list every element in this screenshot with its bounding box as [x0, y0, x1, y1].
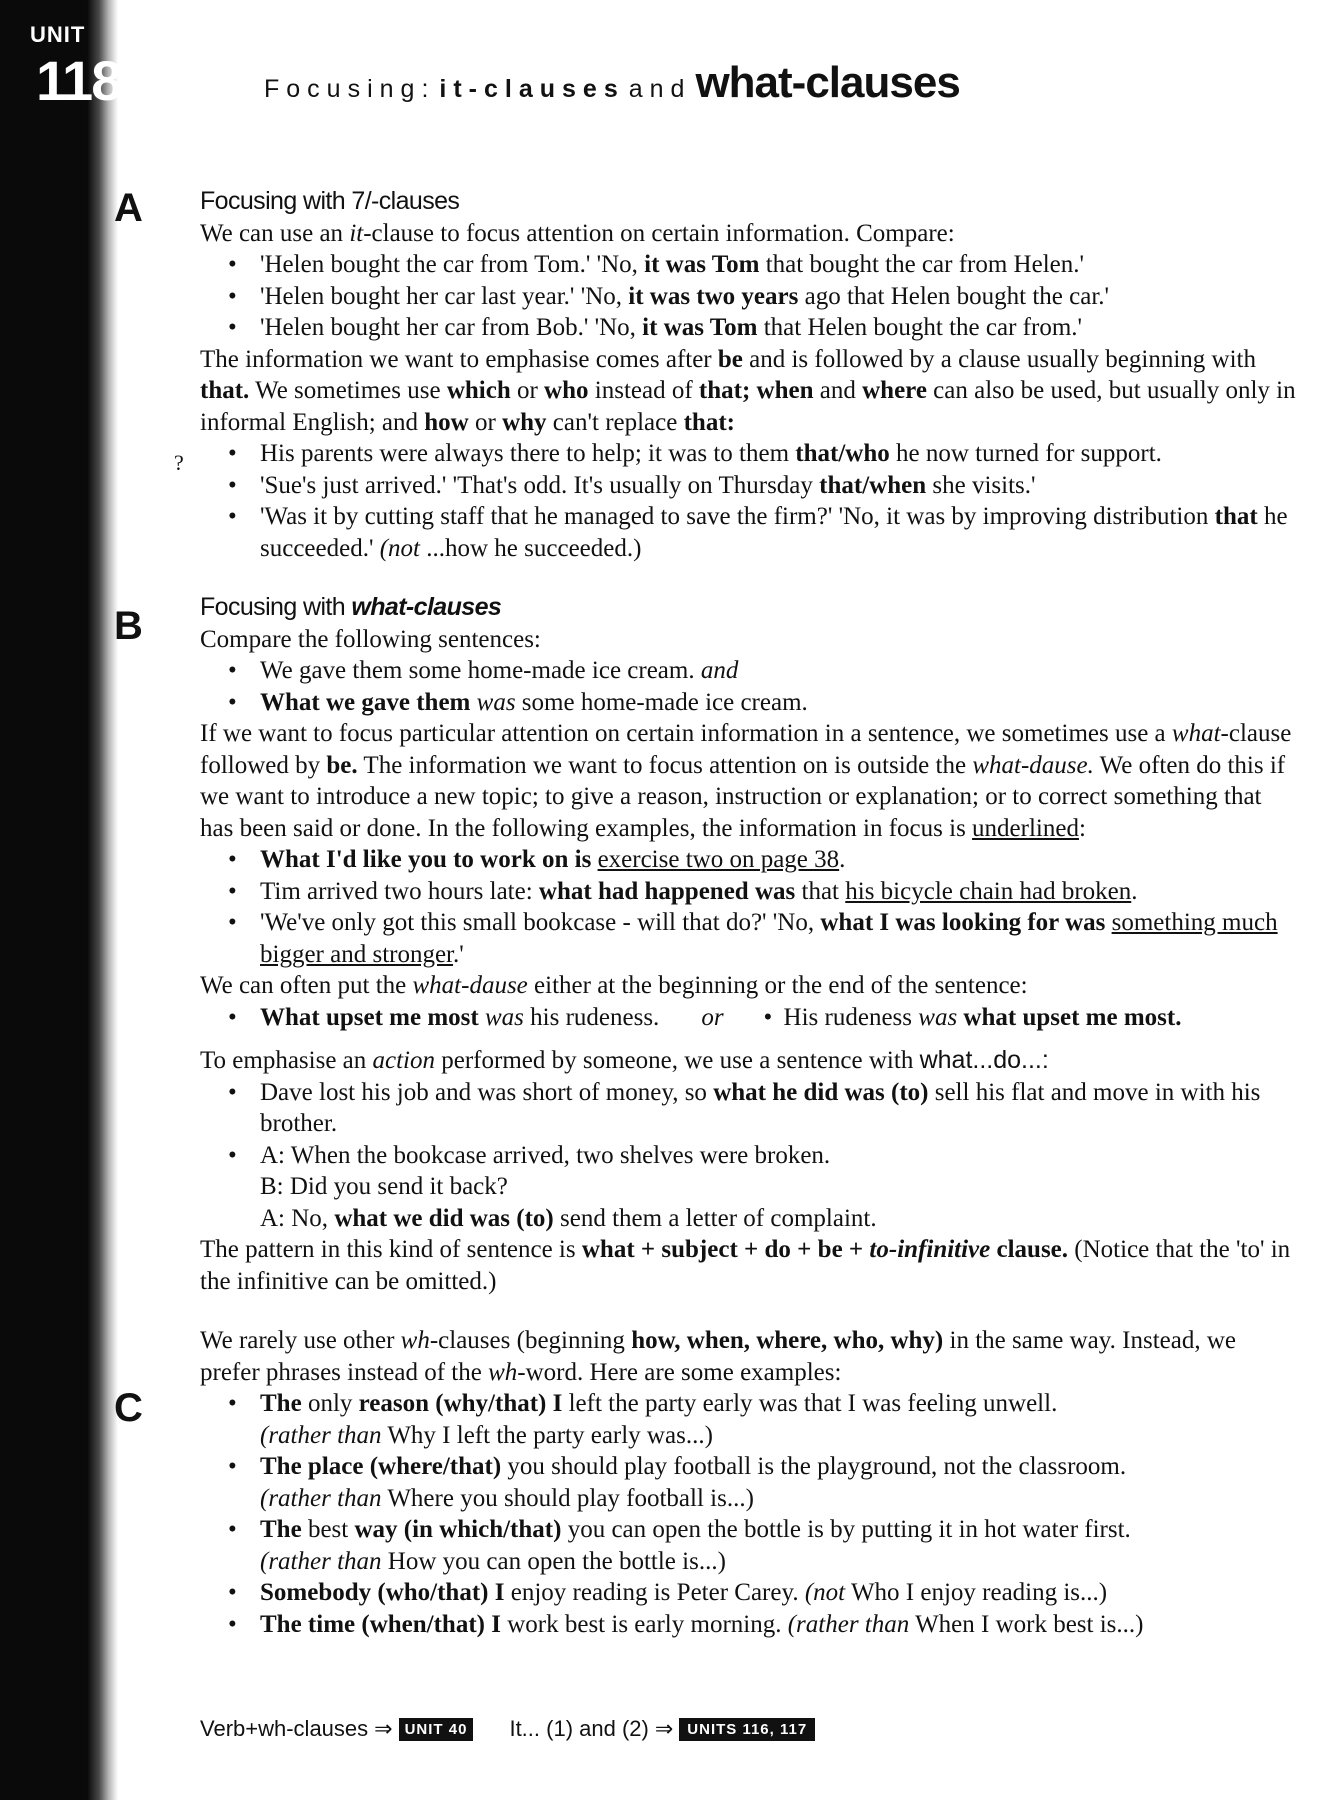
arrow-icon: ⇒ [374, 1716, 393, 1741]
list-item: • 'Was it by cutting staff that he managed to save the firm?' 'No, it was by improving distribution that he succeeded.' (not ...how he succeeded.) [228, 501, 1300, 564]
list-item: • The place (where/that) you should play football is the playground, not the classroom. (rather than Where you should play football is...) [228, 1451, 1300, 1514]
section-c-examples [200, 1388, 1300, 1640]
title-part-4: what-clauses [695, 58, 960, 107]
section-c-letter: C [114, 1386, 143, 1430]
section-b-paragraph-1: If we want to focus particular attention on certain information in a sentence, we sometimes use a what-clause followed by be. The information we want to focus attention on is outside the what-dause. We often do this if we want to introduce a new topic; to give a reason, instruction or explanation; or to correct something that has been said or done. In the following examples, the information in focus is underlined: [200, 720, 1292, 842]
list-item: • The time (when/that) I work best is early morning. (rather than When I work best is...) [228, 1609, 1300, 1641]
page-title [264, 58, 960, 108]
list-item: • 'Helen bought her car last year.' 'No, it was two years ago that Helen bought the car.' [228, 281, 1300, 313]
title-part-3: and [628, 75, 692, 103]
list-item: • Dave lost his job and was short of money, so what he did was (to) sell his flat and move in with his brother. [228, 1077, 1300, 1140]
cross-reference-footer [200, 1716, 815, 1742]
list-item: • What I'd like you to work on is exercise two on page 38. [228, 844, 1300, 876]
section-a-paragraph: The information we want to emphasise comes after be and is followed by a clause usually beginning with that. We sometimes use which or who instead of that; when and where can also be used, but usually only in informal English; and how or why can't replace that: [200, 345, 1296, 436]
list-item: • Somebody (who/that) I enjoy reading is Peter Carey. (not Who I enjoy reading is...) [228, 1577, 1300, 1609]
section-b-letter: B [114, 604, 143, 648]
list-item: • 'We've only got this small bookcase - will that do?' 'No, what I was looking for was something much bigger and stronger.' [228, 907, 1300, 970]
unit-label: UNIT [30, 22, 86, 47]
section-b-underlined-examples [200, 844, 1300, 970]
unit-40-link[interactable]: UNIT 40 [399, 1718, 474, 1741]
section-b-heading: Focusing with what-clauses [200, 593, 502, 621]
section-b-paragraph-2: We can often put the what-dause either at the beginning or the end of the sentence: [200, 972, 1028, 999]
list-item: • The best way (in which/that) you can open the bottle is by putting it in hot water first. (rather than How you can open the bottle is...) [228, 1514, 1300, 1577]
section-b-compare-list [200, 655, 1300, 718]
section-a-heading: Focusing with 7/-clauses [200, 187, 460, 215]
list-item: • The only reason (why/that) I left the party early was that I was feeling unwell. (rather than Why I left the party early was...) [228, 1388, 1300, 1451]
unit-number: 118 [36, 49, 121, 112]
list-item: • 'Sue's just arrived.' 'That's odd. It's usually on Thursday that/when she visits.' [228, 470, 1300, 502]
pair-or: or [701, 1003, 724, 1031]
section-b-paragraph-3: To emphasise an action performed by someone, we use a sentence with what...do...: [200, 1046, 1049, 1074]
title-part-1: Focusing: [264, 75, 436, 103]
dialogue-line-b: B: Did you send it back? [260, 1173, 508, 1200]
list-item: • We gave them some home-made ice cream. and [228, 655, 1300, 687]
list-item: • 'Helen bought the car from Tom.' 'No, it was Tom that bought the car from Helen.' [228, 249, 1300, 281]
list-item: • 'Helen bought her car from Bob.' 'No, it was Tom that Helen bought the car from.' [228, 312, 1300, 344]
footer-ref-2: It... (1) and (2) [509, 1716, 649, 1741]
pair-left: • What upset me most was his rudeness. [228, 1003, 660, 1031]
units-116-117-link[interactable]: UNITS 116, 117 [679, 1718, 815, 1741]
section-b-pair [200, 1002, 1300, 1034]
title-part-2: it-clauses [439, 75, 625, 103]
section-c-intro: We rarely use other wh-clauses (beginning how, when, where, who, why) in the same way. Instead, we prefer phrases instead of the wh-word. Here are some examples: [200, 1327, 1236, 1386]
section-b-compare: Compare the following sentences: [200, 625, 541, 653]
list-item: • Tim arrived two hours late: what had happened was that his bicycle chain had broken. [228, 876, 1300, 908]
page-content [200, 186, 1300, 1640]
pair-right: • His rudeness was what upset me most. [763, 1003, 1182, 1031]
section-a-examples [200, 249, 1300, 344]
section-b-do-examples [200, 1077, 1300, 1172]
section-a-letter: A [114, 186, 143, 230]
list-item: • What we gave them was some home-made ice cream. [228, 687, 1300, 719]
section-a-intro: We can use an it-clause to focus attention on certain information. Compare: [200, 219, 955, 247]
section-a-examples-2 [200, 438, 1300, 564]
arrow-icon: ⇒ [654, 1716, 674, 1741]
margin-mark: ? [174, 450, 184, 475]
dialogue-line-a: A: No, what we did was (to) send them a letter of complaint. [260, 1204, 877, 1232]
list-item: • A: When the bookcase arrived, two shelves were broken. [228, 1140, 1300, 1172]
list-item: • His parents were always there to help; it was to them that/who he now turned for support. [228, 438, 1300, 470]
unit-spine [0, 0, 121, 1800]
footer-ref-1: Verb+wh-clauses [200, 1716, 369, 1741]
section-b-paragraph-4: The pattern in this kind of sentence is what + subject + do + be + to-infinitive clause. (Notice that the 'to' in the infinitive can be omitted.) [200, 1236, 1291, 1295]
